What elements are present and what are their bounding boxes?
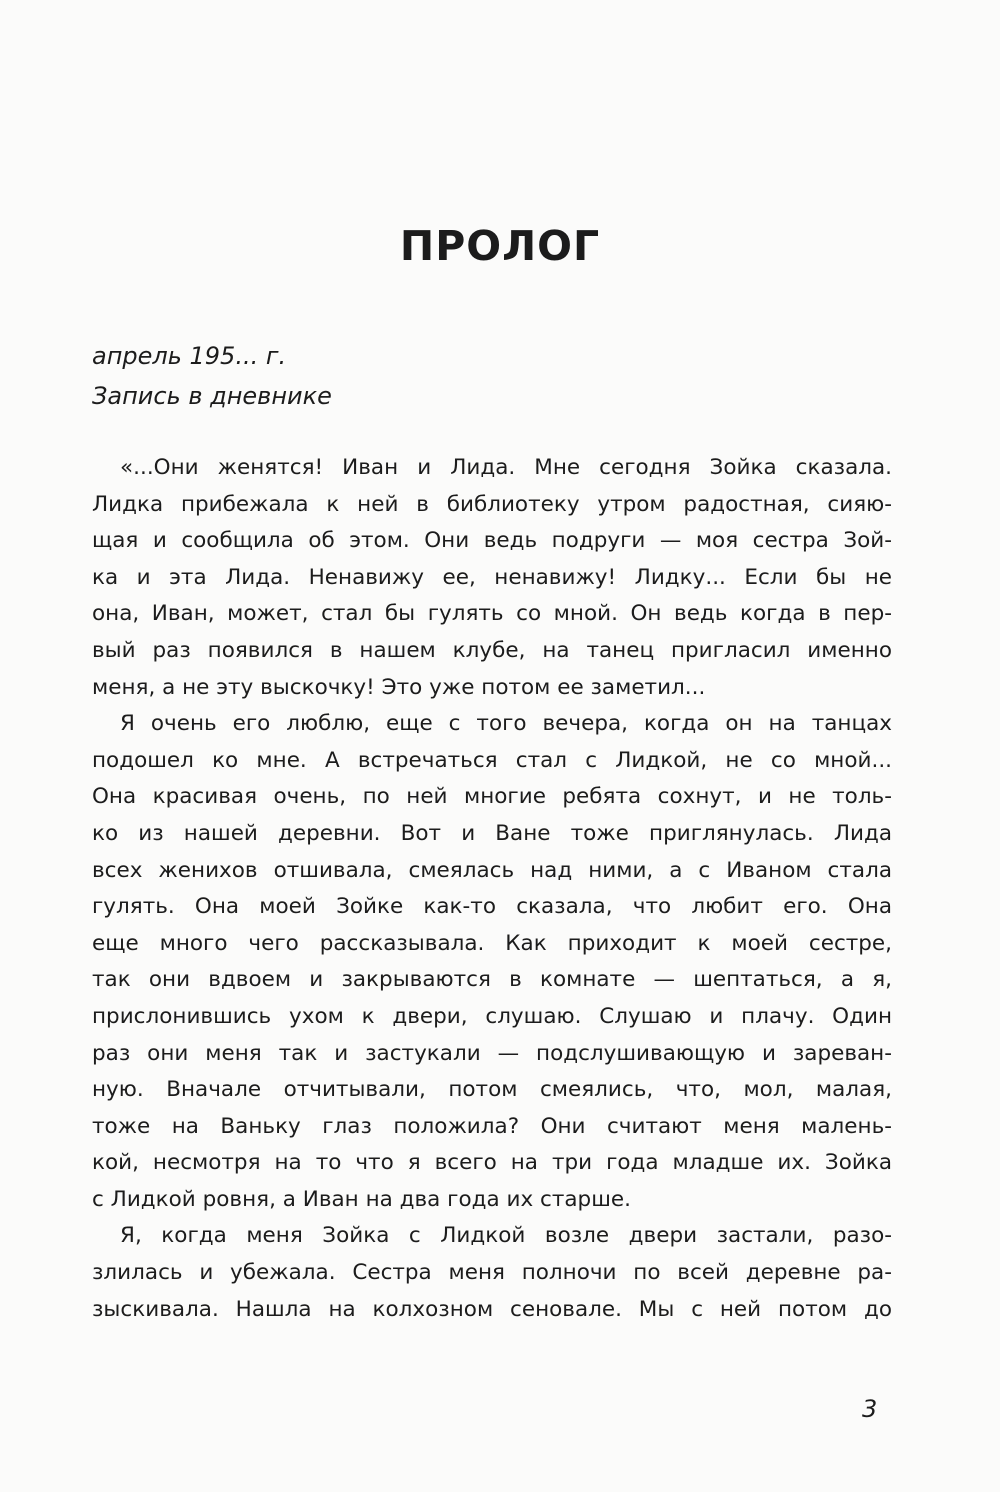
text-line: ко из нашей деревни. Вот и Ване тоже приглянулась. Лида [92, 820, 892, 846]
text-line: меня, а не эту выскочку! Это уже потом ее заметил... [92, 674, 706, 700]
text-line: подошел ко мне. А встречаться стал с Лидкой, не со мной... [92, 747, 892, 773]
text-line: Я очень его люблю, еще с того вечера, когда он на танцах [120, 711, 892, 737]
text-line: тоже на Ваньку глаз положила? Они считают меня малень- [92, 1113, 892, 1139]
text-line: с Лидкой ровня, а Иван на два года их старше. [92, 1186, 631, 1212]
text-line: так они вдвоем и закрываются в комнате — шептаться, а я, [92, 967, 892, 993]
text-line: ка и эта Лида. Ненавижу ее, ненавижу! Лидку... Если бы не [92, 564, 892, 590]
text-line: Я, когда меня Зойка с Лидкой возле двери застали, разо- [120, 1223, 892, 1249]
text-line: вый раз появился в нашем клубе, на танец пригласил именно [92, 637, 892, 663]
body-text [92, 450, 892, 1328]
text-line: всех женихов отшивала, смеялась над ними, а с Иваном стала [92, 857, 892, 883]
diary-date: апрель 195... г. [92, 342, 287, 370]
text-line: Лидка прибежала к ней в библиотеку утром радостная, сияю- [92, 491, 892, 517]
text-line: злилась и убежала. Сестра меня полночи по всей деревне ра- [92, 1260, 892, 1286]
chapter-meta [92, 336, 332, 416]
diary-subtitle: Запись в дневнике [92, 382, 332, 410]
text-line: ную. Вначале отчитывали, потом смеялись, что, мол, малая, [92, 1077, 892, 1103]
text-line: еще много чего рассказывала. Как приходит к моей сестре, [92, 930, 892, 956]
text-line: раз они меня так и застукали — подслушивающую и зареван- [92, 1040, 892, 1066]
chapter-title: ПРОЛОГ [399, 222, 601, 270]
page-number: 3 [862, 1395, 878, 1423]
text-line: «...Они женятся! Иван и Лида. Мне сегодня Зойка сказала. [120, 455, 892, 480]
text-line: щая и сообщила об этом. Они ведь подруги — моя сестра Зой- [92, 528, 892, 554]
text-line: зыскивала. Нашла на колхозном сеновале. Мы с ней потом до [92, 1296, 892, 1322]
text-line: прислонившись ухом к двери, слушаю. Слушаю и плачу. Один [92, 1003, 892, 1029]
text-line: она, Иван, может, стал бы гулять со мной. Он ведь когда в пер- [92, 601, 892, 627]
text-line: гулять. Она моей Зойке как-то сказала, что любит его. Она [92, 894, 892, 920]
text-line: Она красивая очень, по ней многие ребята сохнут, и не толь- [92, 784, 892, 810]
text-line: кой, несмотря на то что я всего на три года младше их. Зойка [92, 1150, 892, 1176]
